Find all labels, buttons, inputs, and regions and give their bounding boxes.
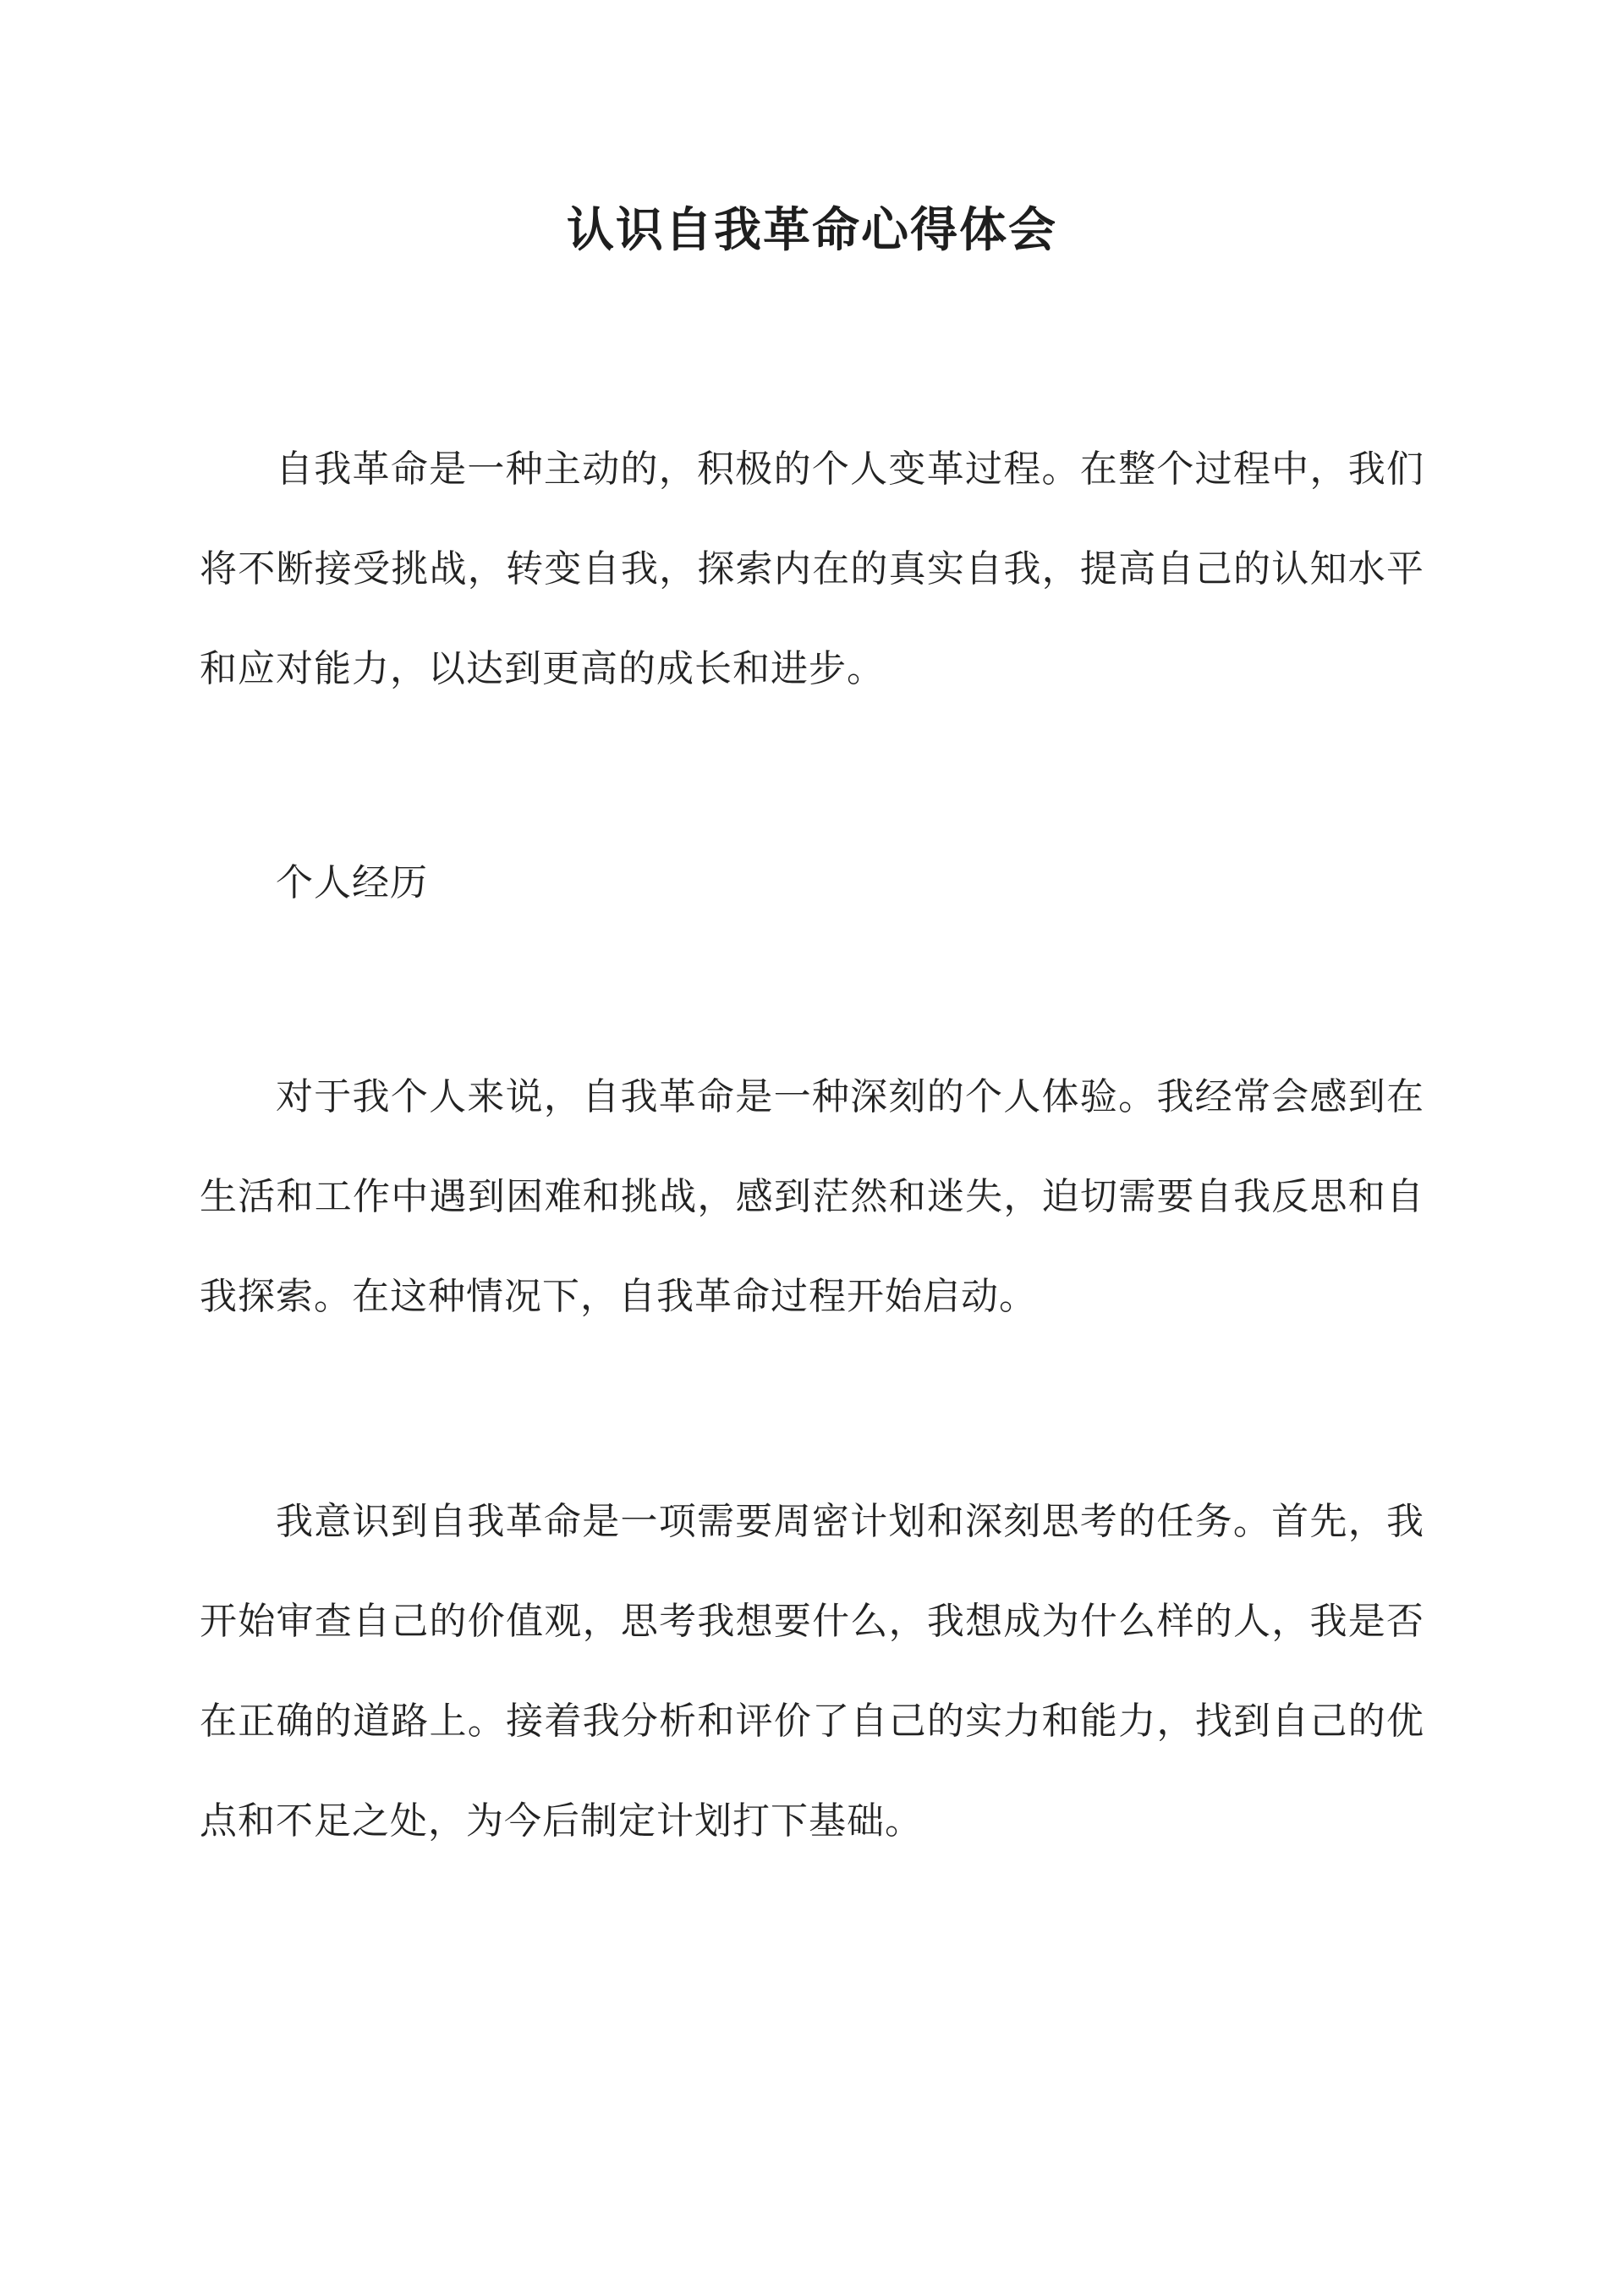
paragraph-intro: 自我革命是一种主动的，积极的个人变革过程。在整个过程中，我们将不断接受挑战，转变自我，探索内在的真实自我，提高自己的认知水平和应对能力，以达到更高的成长和进步。: [200, 448, 1424, 690]
document-title: 认识自我革命心得体会: [567, 202, 1057, 258]
paragraph-self-reflection: 我意识到自我革命是一项需要周密计划和深刻思考的任务。首先，我开始审查自己的价值观，思考我想要什么，我想成为什么样的人，我是否在正确的道路上。接着我分析和评价了自己的实力和能力，找到自己的优点和不足之处，为今后制定计划打下基础。: [200, 1500, 1424, 1843]
paragraph-personal-experience: 对于我个人来说，自我革命是一种深刻的个人体验。我经常会感到在生活和工作中遇到困难和挑战，感到茫然和迷失，迫切需要自我反思和自我探索。在这种情况下，自我革命过程开始启动。: [200, 1075, 1424, 1318]
section-heading-personal-experience: 个人经历: [276, 861, 428, 904]
